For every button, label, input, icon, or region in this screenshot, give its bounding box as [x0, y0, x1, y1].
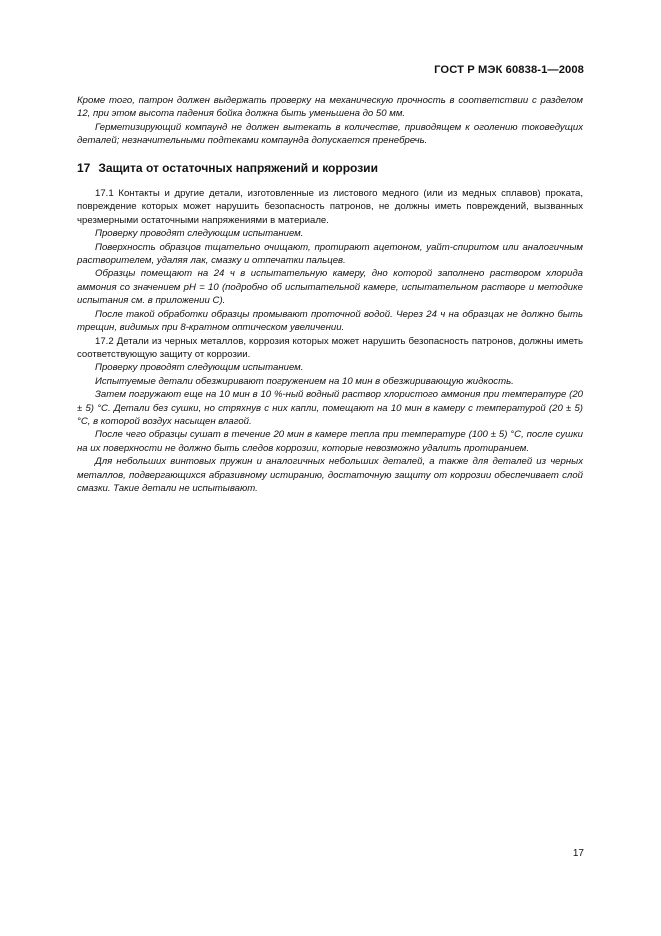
paragraph-text: Для небольших винтовых пружин и аналогичных небольших деталей, а также для деталей из черных металлов, подвергающихся абразивному истиранию, достаточную защиту от коррозии обеспечивает слой смазки. Такие детали не испытывают. — [77, 456, 583, 494]
paragraph-test-chamber — [77, 267, 583, 307]
paragraph-sealing-compound — [77, 121, 583, 148]
paragraph-text: Затем погружают еще на 10 мин в 10 %-ный водный раствор хлористого аммония при температуре (20 ± 5) °С. Детали без сушки, но стряхнув с них капли, помещают на 10 мин в камеру с температурой (20 ± 5) °С, в которой воздух насыщен влагой. — [77, 389, 583, 427]
paragraph-small-springs — [77, 455, 583, 495]
paragraph-17-2 — [77, 335, 583, 362]
paragraph-cleaning — [77, 241, 583, 268]
section-heading — [77, 162, 583, 175]
paragraph-degreasing — [77, 375, 583, 388]
paragraph-test-intro-1 — [77, 227, 583, 240]
paragraph-text: Образцы помещают на 24 ч в испытательную камеру, дно которой заполнено раствором хлорида аммония со значением pH = 10 (подробно об испытательной камере, испытательном растворе и методике испытания см. в приложении С). — [77, 268, 583, 307]
paragraph-text: Герметизирующий компаунд не должен вытекать в количестве, приводящем к оголению токоведущих деталей; незначительными подтеками компаунда допускается пренебречь. — [77, 121, 583, 147]
paragraph-after-treatment — [77, 308, 583, 335]
paragraph-text: Испытуемые детали обезжиривают погружением на 10 мин в обезжиривающую жидкость. — [95, 375, 514, 387]
page-content — [77, 94, 583, 495]
section-number: 17 — [77, 160, 91, 175]
paragraph-17-1 — [77, 187, 583, 227]
paragraph-text: После чего образцы сушат в течение 20 мин в камере тепла при температуре (100 ± 5) °С, после сушки на их поверхности не должно быть следов коррозии, которые невозможно удалить протиранием. — [77, 429, 583, 454]
paragraph-text: 17.1 Контакты и другие детали, изготовленные из листового медного (или из медных сплавов) проката, повреждение которых может нарушить безопасность патронов, не должны иметь повреждений, вызванных чрезмерными остаточными напряжениями в материале. — [77, 188, 583, 226]
paragraph-text: Проверку проводят следующим испытанием. — [95, 362, 304, 374]
paragraph-text: 17.2 Детали из черных металлов, коррозия которых может нарушить безопасность патронов, должны иметь соответствующую защиту от коррозии. — [77, 335, 583, 360]
paragraph-ammonium-chloride — [77, 388, 583, 428]
paragraph-text: После такой обработки образцы промывают проточной водой. Через 24 ч на образцах не должно быть трещин, видимых при 8-кратном оптическом увеличении. — [77, 308, 583, 334]
page-number: 17 — [572, 848, 584, 859]
section-title: Защита от остаточных напряжений и коррозии — [98, 160, 378, 175]
paragraph-drying — [77, 428, 583, 455]
document-code-header: ГОСТ Р МЭК 60838-1—2008 — [434, 64, 584, 76]
paragraph-text: Проверку проводят следующим испытанием. — [95, 228, 304, 240]
paragraph-test-intro-2 — [77, 361, 583, 374]
paragraph-text: Кроме того, патрон должен выдержать проверку на механическую прочность в соответствии с разделом 12, при этом высота падения бойка должна быть уменьшена до 50 мм. — [77, 95, 583, 120]
paragraph-mechanical-strength — [77, 94, 583, 121]
paragraph-text: Поверхность образцов тщательно очищают, протирают ацетоном, уайт-спиритом или аналогичным растворителем, удаляя лак, смазку и отпечатки пальцев. — [77, 241, 583, 267]
